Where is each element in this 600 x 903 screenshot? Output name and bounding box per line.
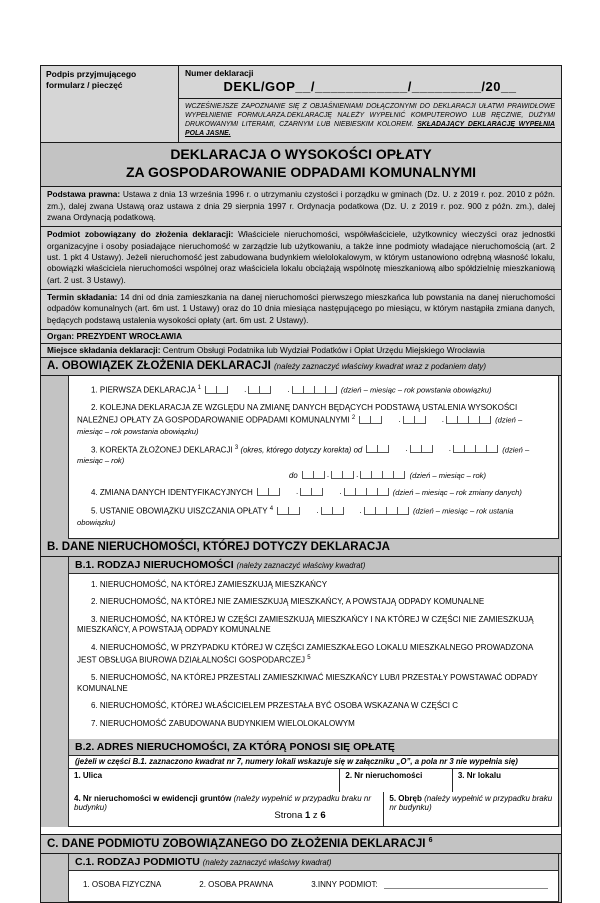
legal-basis-label: Podstawa prawna: (47, 189, 121, 200)
section-b1-header (69, 557, 558, 574)
section-a-subtitle: (należy zaznaczyć właściwy kwadrat wraz z podaniem daty) (274, 362, 487, 372)
correction-to-line: do . . (dzień – miesiąc – rok) (289, 470, 487, 481)
declaration-form (40, 65, 562, 903)
date-field[interactable]: . . (277, 507, 408, 515)
option-data-change[interactable]: 4. ZMIANA DANYCH IDENTYFIKACYJNYCH . . (dzień – miesiąc – rok zmiany danych) (91, 487, 522, 498)
property-type-option-4[interactable]: 4. NIERUCHOMOŚĆ, W PRZYPADKU KTÓREJ W CZĘŚCI ZAMIESZKAŁEGO LOKALU MIESZKALNEGO PROWADZONA JEST OBSŁUGA BIUROWA DZIAŁALNOŚCI GOSPODARCZEJ $^5$ (77, 642, 533, 665)
authority-row (41, 330, 561, 344)
property-type-option-2[interactable]: 2. NIERUCHOMOŚĆ, NA KTÓREJ NIE ZAMIESZKUJĄ MIESZKAŃCY, A POWSTAJĄ ODPADY KOMUNALNE (91, 597, 485, 607)
unit-number-field[interactable]: 3. Nr lokalu (453, 769, 558, 792)
section-a-title: A. OBOWIĄZEK ZŁOŻENIA DEKLARACJI (47, 360, 275, 373)
subject-type-legal-person[interactable]: 2. OSOBA PRAWNA (199, 880, 274, 890)
submission-place-value: Centrum Obsługi Podatnika lub Wydział Podatków i Opłat Urzędu Miejskiego Wrocławia (160, 345, 485, 356)
option-first-declaration[interactable]: 1. PIERWSZA DEKLARACJA $^1$ . . (dzień – miesiąc – rok powstania obowiązku) (91, 384, 492, 395)
legal-basis-text: Ustawa z dnia 13 września 1996 r. o utrzymaniu czystości i porządku w gminach (Dz. U. z 2019 r. poz. 2010 z późn. zm.), dalej zwana Ustawą oraz ustawa z dnia 29 sierpnia 1997 r. Ordynacja podatkowa (Dz. U. z 2019 r. poz. 900 z późn. zm.), dalej zwana Ordynacją podatkową. (47, 189, 555, 222)
note-emphasis: SKŁADAJĄCY DEKLARACJĘ WYPEŁNIA POLA JASNE. (185, 121, 555, 138)
precinct-field[interactable]: 5. Obręb (należy wypełnić w przypadku braku nr budynku) (384, 792, 558, 826)
section-b1-subtitle: (należy zaznaczyć właściwy kwadrat) (236, 560, 366, 570)
subject-type-natural-person[interactable]: 1. OSOBA FIZYCZNA (83, 880, 162, 890)
property-type-option-1[interactable]: 1. NIERUCHOMOŚĆ, NA KTÓREJ ZAMIESZKUJĄ MIESZKAŃCY (91, 579, 328, 589)
subject-type-options (69, 871, 558, 901)
deadline-block (41, 290, 561, 330)
form-header-row (41, 66, 561, 143)
signature-stamp-box[interactable] (41, 66, 179, 142)
option-correction[interactable]: 3. KOREKTA ZŁOŻONEJ DEKLARACJI $^3$ (okres, którego dotyczy korekta) od . . (dzień – miesiąc – rok) (77, 444, 530, 466)
property-number-field[interactable]: 2. Nr nieruchomości (340, 769, 452, 792)
date-field[interactable]: . . (205, 386, 336, 394)
page-number: Strona 1 z 6 (274, 810, 326, 821)
section-c-box (68, 854, 559, 902)
submission-place-row (41, 344, 561, 358)
section-a-header (41, 358, 561, 376)
section-c-title: C. DANE PODMIOTU ZOBOWIĄZANEGO DO ZŁOŻENIA DEKLARACJI (47, 838, 429, 851)
section-b2-subtitle: (jeżeli w części B.1. zaznaczono kwadrat nr 7, numery lokali wskazuje się w załączniku „O”, a pola nr 3 nie wypełnia się) (69, 756, 558, 769)
obliged-entity-block (41, 227, 561, 290)
section-c-body (41, 854, 561, 902)
deadline-label: Termin składania: (47, 292, 118, 303)
section-c1-header (69, 854, 558, 871)
form-title (41, 143, 561, 187)
section-b-title: B. DANE NIERUCHOMOŚCI, KTÓREJ DOTYCZY DEKLARACJA (47, 540, 390, 553)
date-field[interactable]: . . (359, 416, 490, 424)
section-b2-title: B.2. ADRES NIERUCHOMOŚCI, ZA KTÓRĄ PONOSI SIĘ OPŁATĘ (75, 741, 395, 754)
date-field-from[interactable]: . . (366, 445, 497, 453)
property-type-option-5[interactable]: 5. NIERUCHOMOŚĆ, NA KTÓREJ PRZESTALI ZAMIESZKIWAĆ MIESZKAŃCY LUB/I PRZESTAŁY POWSTAWAĆ ODPADY KOMUNALNE (77, 673, 538, 693)
subject-type-other[interactable]: 3.INNY PODMIOT: (311, 880, 378, 890)
property-type-option-7[interactable]: 7. NIERUCHOMOŚĆ ZABUDOWANA BUDYNKIEM WIELOLOKALOWYM (91, 718, 355, 728)
note-text: WCZEŚNIEJSZE ZAPOZNANIE SIĘ Z OBJAŚNIENIAMI DOŁĄCZONYMI DO DEKLARACJI UŁATWI PRAWIDŁOWE WYPEŁNIENIE FORMULARZA.DEKLARACJĘ NALEŻY WYPEŁNIĆ KOMPUTEROWO LUB RĘCZNIE, DUŻYMI DRUKOWANYMI LITERAMI, CZARNYM LUB NIEBIESKIM KOLOREM. (185, 103, 555, 129)
street-field[interactable]: 1. Ulica (69, 769, 340, 792)
option-subsequent-declaration[interactable]: 2. KOLEJNA DEKLARACJA ZE WZGLĘDU NA ZMIANĘ DANYCH BĘDĄCYCH PODSTAWĄ USTALENIA WYSOKOŚCI NALEŻNEJ OPŁATY ZA GOSPODAROWANIE ODPADAMI KOMUNALNYMI $^2$ . . (dzień – miesiąc – rok powstania obowiązku) (77, 402, 523, 436)
legal-basis-block (41, 187, 561, 227)
property-type-option-3[interactable]: 3. NIERUCHOMOŚĆ, NA KTÓREJ W CZĘŚCI ZAMIESZKUJĄ MIESZKAŃCY I NA KTÓREJ W CZĘŚCI NIE ZAMIESZKUJĄ MIESZKAŃCY, A POWSTAJĄ ODPADY KOMUNALNE (77, 614, 534, 635)
section-c1-title: C.1. RODZAJ PODMIOTU (75, 856, 203, 869)
signature-stamp-label: Podpis przyjmującego formularz / pieczęć (46, 69, 137, 91)
filling-instructions-note (179, 99, 561, 142)
form-title-line1: DEKLARACJA O WYSOKOŚCI OPŁATY (170, 146, 432, 163)
form-title-line2: ZA GOSPODAROWANIE ODPADAMI KOMUNALNYMI (126, 164, 476, 181)
section-b-body (41, 557, 561, 828)
obliged-entity-text: Właściciele nieruchomości, współwłaściciele, użytkownicy wieczyści oraz jednostki organizacyjne i osoby posiadające nieruchomość w zarządzie lub użytkowaniu, a także inne podmioty władające nieruchomością (art. 2 ust. 1 pkt 4 Ustawy). Jeżeli nieruchomość jest zabudowana budynkiem wielolokalowym, w którym ustanowiono odrębną własność lokalu, obowiązki właściciela nieruchomości wspólnej oraz właściciela lokalu obciążają wspólnotę mieszkaniową albo spółdzielnię mieszkaniową (art. 2 ust. 3 Ustawy). (47, 229, 555, 285)
land-registry-number-field[interactable]: 4. Nr nieruchomości w ewidencji gruntów (należy wypełnić w przypadku braku nr budynku) (69, 792, 384, 826)
section-b2-header (69, 739, 558, 756)
section-c-header (41, 834, 561, 854)
section-c-footnote: 6 (428, 837, 433, 845)
submission-place-label: Miejsce składania deklaracji: (47, 345, 161, 356)
section-a-box (68, 376, 559, 539)
declaration-number-label: Numer deklaracji (185, 68, 254, 78)
authority-label: Organ: (47, 331, 75, 342)
obliged-entity-label: Podmiot zobowiązany do złożenia deklaracji: (47, 229, 234, 240)
date-field-to[interactable]: . . (302, 471, 405, 479)
declaration-number-column (179, 66, 561, 142)
section-c1-subtitle: (należy zaznaczyć właściwy kwadrat) (202, 858, 332, 868)
section-b-box (68, 557, 559, 828)
section-b-header (41, 539, 561, 557)
property-type-option-6[interactable]: 6. NIERUCHOMOŚĆ, KTÓREJ WŁAŚCICIELEM PRZESTAŁA BYĆ OSOBA WSKAZANA W CZĘŚCI C (91, 701, 459, 711)
section-a-body (41, 376, 561, 539)
authority-value: PREZYDENT WROCŁAWIA (74, 331, 183, 342)
option-obligation-end[interactable]: 5. USTANIE OBOWIĄZKU UISZCZANIA OPŁATY $^4$ . . (dzień – miesiąc – rok ustania obowiązku) (77, 505, 514, 527)
section-gap (41, 827, 561, 834)
deadline-text: 14 dni od dnia zamieszkania na danej nieruchomości pierwszego mieszkańca lub powstania na danej nieruchomości odpadów komunalnych (art. 6m ust. 1 Ustawy) oraz do 10 dnia miesiąca następującego po miesiącu, w którym nastąpiła zmiana danych, będących podstawą ustalenia wysokości opłaty (art. 6m ust. 2 Ustawy). (47, 292, 555, 325)
declaration-number-box (179, 66, 561, 99)
date-field[interactable]: . . (257, 488, 388, 496)
section-b1-title: B.1. RODZAJ NIERUCHOMOŚCI (75, 558, 237, 571)
declaration-number-field[interactable]: DEKL/GOP__/____________/_________/20__ (223, 79, 517, 94)
subject-type-other-input[interactable] (384, 879, 548, 889)
